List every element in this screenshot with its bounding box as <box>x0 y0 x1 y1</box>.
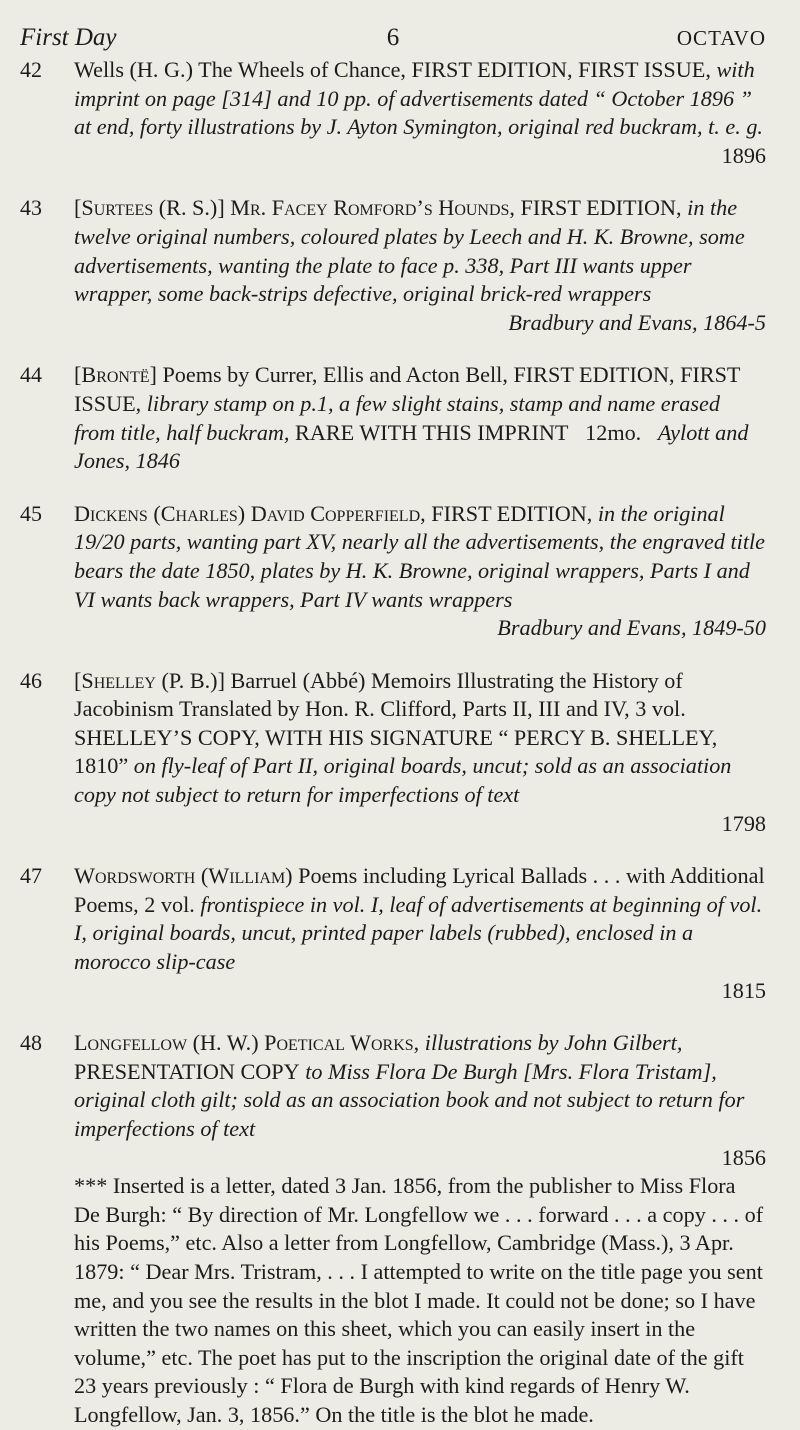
edition-note: FIRST EDITION, FIRST ISSUE, <box>74 362 741 416</box>
page-number: 6 <box>386 24 400 51</box>
description: illustrations by John Gilbert, <box>424 1030 683 1056</box>
description: in the original 19/20 parts, wanting part XV, nearly all the advertisements, the engraved title bears the date 1850, plates by H. K. Browne, original wrappers, Parts I and VI wants back wrappers, Part IV wants wrappers <box>74 500 766 612</box>
lot-number: 47 <box>20 863 42 889</box>
author: Wordsworth (William) <box>74 863 293 889</box>
edition-note: FIRST EDITION, FIRST ISSUE, <box>411 57 711 82</box>
author: [Brontë] <box>74 362 157 388</box>
edition-note: SHELLEY’S COPY, WITH HIS SIGNATURE “ PERCY B. SHELLEY, 1810” <box>74 724 718 779</box>
lot-entry <box>20 194 766 337</box>
description: on fly-leaf of Part II, original boards, uncut; sold as an association copy not subject to return for imperfections of text <box>74 753 732 808</box>
imprint: Bradbury and Evans, 1849-50 <box>497 615 766 641</box>
imprint: Aylott and Jones, 1846 <box>74 419 749 474</box>
description: library stamp on p.1, a few slight stains, stamp and name erased from title, half buckram, <box>74 390 720 445</box>
edition-note: FIRST EDITION, <box>520 195 682 221</box>
lot-number: 43 <box>20 195 42 221</box>
lot-entry <box>20 56 766 170</box>
date: 1896 <box>721 142 766 168</box>
lot-entry <box>20 1029 766 1429</box>
date: 1856 <box>721 1144 766 1170</box>
author: Longfellow (H. W.) <box>74 1030 259 1056</box>
description: with imprint on page [314] and 10 pp. of advertisements dated “ October 1896 ” at end, forty illustrations by J. Ayton Symington, original red buckram, t. e. g. <box>74 57 763 140</box>
lot-number: 44 <box>20 362 42 388</box>
lot-number: 48 <box>20 1030 42 1056</box>
date: 1798 <box>721 810 766 836</box>
book-title: Poems including Lyrical Ballads . . . with Additional Poems, 2 vol. <box>74 863 765 917</box>
format-label: OCTAVO <box>676 26 766 50</box>
description: to Miss Flora De Burgh [Mrs. Flora Tristam], original cloth gilt; sold as an association book and not subject to return for imperfections of text <box>74 1058 745 1141</box>
author: Wells (H. G.) <box>74 57 193 82</box>
date: 1815 <box>721 977 766 1003</box>
book-title: Barruel (Abbé) Memoirs Illustrating the History of Jacobinism Translated by Hon. R. Clifford, Parts II, III and IV, 3 vol. <box>74 667 686 722</box>
lot-entry <box>20 862 766 1005</box>
imprint: Bradbury and Evans, 1864-5 <box>508 309 766 335</box>
running-head: First Day <box>20 24 117 51</box>
rarity-note: RARE WITH THIS IMPRINT <box>295 419 569 445</box>
edition-note: FIRST EDITION, <box>431 500 593 526</box>
lot-number: 42 <box>20 57 42 82</box>
edition-note: PRESENTATION COPY <box>74 1058 300 1084</box>
lot-number: 45 <box>20 500 42 526</box>
book-title: The Wheels of Chance, <box>198 57 406 82</box>
book-title: David Copperfield, <box>250 500 426 526</box>
page-header <box>20 20 766 56</box>
book-title: Poetical Works, <box>264 1030 420 1056</box>
footnote: *** Inserted is a letter, dated 3 Jan. 1856, from the publisher to Miss Flora De Burgh: “ By direction of Mr. Longfellow we . . . forward . . . a copy . . . of his Poems,” etc. Also a letter from Longfellow, Cambridge (Mass.), 3 Apr. 1879: “ Dear Mrs. Tristram, . . . I attempted to write on the title page you sent me, and you see the results in the blot I made. It could not be done; so I have written the two names on this sheet, which you can easily insert in the volume,” etc. The poet has put to the inscription the original date of the gift 23 years previously : “ Flora de Burgh with kind regards of Henry W. Longfellow, Jan. 3, 1856.” On the title is the blot he made. <box>74 1173 764 1427</box>
author: Dickens (Charles) <box>74 500 246 526</box>
book-title: Mr. Facey Romford’s Hounds, <box>230 195 515 221</box>
book-title: Poems by Currer, Ellis and Acton Bell, <box>162 362 508 388</box>
lot-entry <box>20 667 766 839</box>
author: [Surtees (R. S.)] <box>74 195 225 221</box>
lot-entry <box>20 500 766 643</box>
description: frontispiece in vol. I, leaf of advertisements at beginning of vol. I, original boards, uncut, printed paper labels (rubbed), enclosed in a morocco slip-case <box>74 891 763 975</box>
description: in the twelve original numbers, coloured plates by Leech and H. K. Browne, some advertisements, wanting the plate to face p. 338, Part III wants upper wrapper, some back-strips defective, original brick-red wrappers <box>74 195 745 307</box>
book-size: 12mo. <box>585 419 642 445</box>
author: [Shelley (P. B.)] <box>74 667 225 693</box>
lot-entry <box>20 361 766 475</box>
lot-number: 46 <box>20 667 42 693</box>
